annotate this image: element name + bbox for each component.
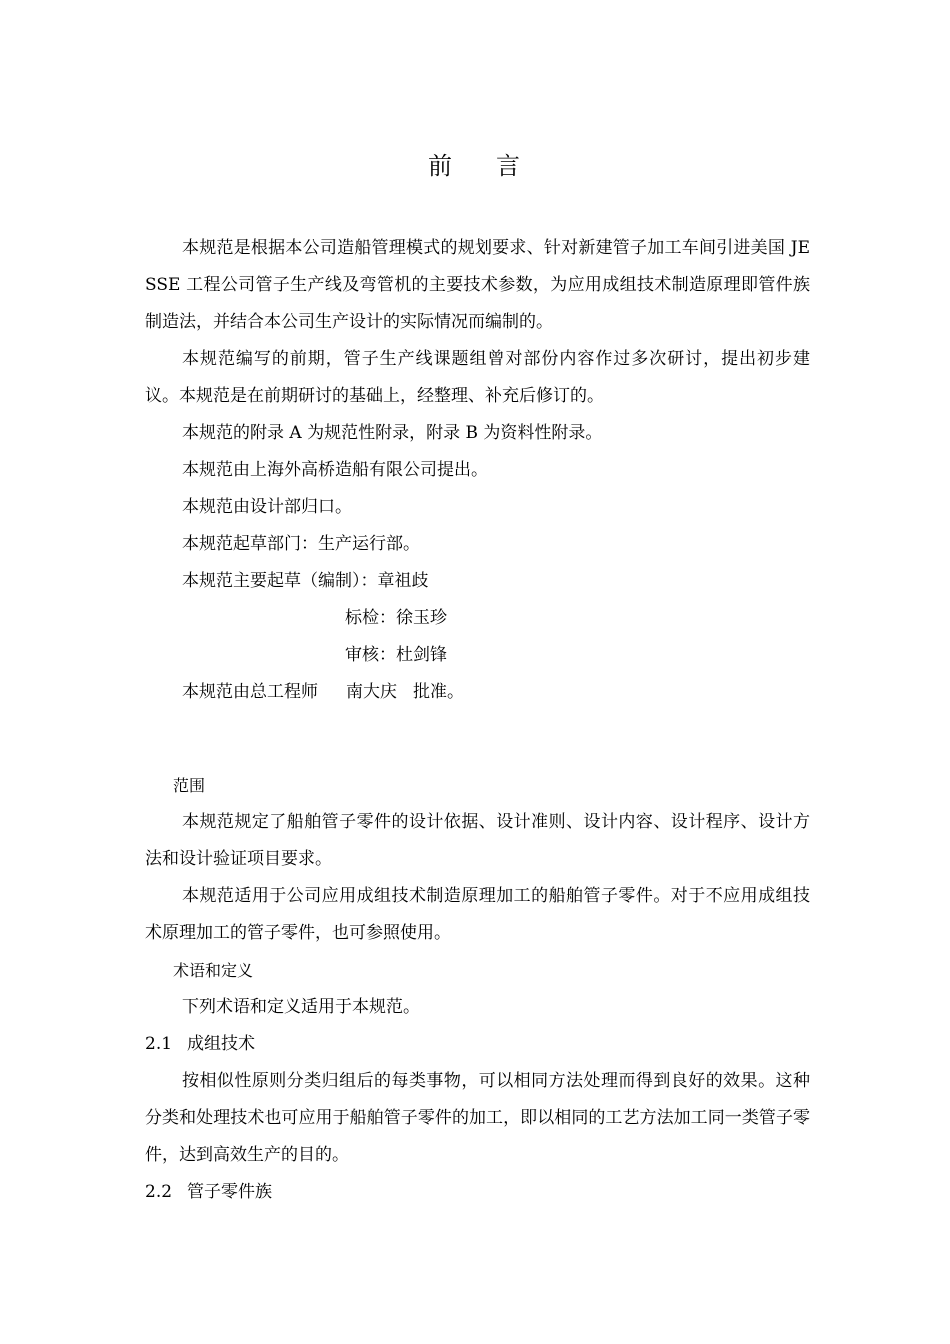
foreword-drafter: 本规范主要起草（编制）：章祖歧 bbox=[182, 571, 429, 591]
foreword-paragraph-6: 本规范起草部门：生产运行部。 bbox=[182, 534, 420, 554]
scope-heading: 范围 bbox=[173, 776, 206, 795]
foreword-paragraph-1: 本规范是根据本公司造船管理模式的规划要求、针对新建管子加工车间引进美国 JESSE 工程公司管子生产线及弯管机的主要技术参数，为应用成组技术制造原理即管件族制造法，并结合本公司生产设计的实际情况而编制的。 bbox=[145, 238, 810, 332]
term-number: 2.1 bbox=[145, 1034, 173, 1054]
foreword-paragraph-3: 本规范的附录 A 为规范性附录，附录 B 为资料性附录。 bbox=[182, 423, 603, 443]
title-char-2: 言 bbox=[496, 152, 522, 180]
approval-prefix: 本规范由总工程师 bbox=[182, 682, 318, 702]
term-2-1-text: 按相似性原则分类归组后的每类事物，可以相同方法处理而得到良好的效果。这种分类和处理技术也可应用于船舶管子零件的加工，即以相同的工艺方法加工同一类管子零件，达到高效生产的目的。 bbox=[145, 1071, 810, 1165]
approver-name: 南大庆 bbox=[346, 682, 397, 702]
section-spacer bbox=[145, 711, 810, 767]
terms-intro: 下列术语和定义适用于本规范。 bbox=[182, 997, 420, 1017]
foreword-standard-check: 标检：徐玉珍 bbox=[345, 608, 447, 628]
foreword-paragraph-4: 本规范由上海外高桥造船有限公司提出。 bbox=[182, 460, 488, 480]
foreword-paragraph-2: 本规范编写的前期，管子生产线课题组曾对部份内容作过多次研讨，提出初步建议。本规范是在前期研讨的基础上，经整理、补充后修订的。 bbox=[145, 349, 810, 406]
foreword-review: 审核：杜剑锋 bbox=[345, 645, 447, 665]
document-body bbox=[145, 230, 810, 1211]
scope-paragraph-1: 本规范规定了船舶管子零件的设计依据、设计准则、设计内容、设计程序、设计方法和设计验证项目要求。 bbox=[145, 812, 810, 869]
foreword-approval bbox=[145, 674, 810, 711]
page-title bbox=[0, 150, 950, 182]
term-2-1-heading bbox=[145, 1026, 810, 1063]
title-char-1: 前 bbox=[428, 152, 454, 180]
terms-heading: 术语和定义 bbox=[173, 961, 254, 980]
term-title: 成组技术 bbox=[187, 1034, 255, 1054]
term-number: 2.2 bbox=[145, 1182, 173, 1202]
scope-paragraph-2: 本规范适用于公司应用成组技术制造原理加工的船舶管子零件。对于不应用成组技术原理加工的管子零件，也可参照使用。 bbox=[145, 886, 810, 943]
foreword-paragraph-5: 本规范由设计部归口。 bbox=[182, 497, 352, 517]
term-title: 管子零件族 bbox=[187, 1182, 272, 1202]
term-2-2-heading bbox=[145, 1174, 810, 1211]
approval-suffix: 批准。 bbox=[413, 682, 464, 702]
